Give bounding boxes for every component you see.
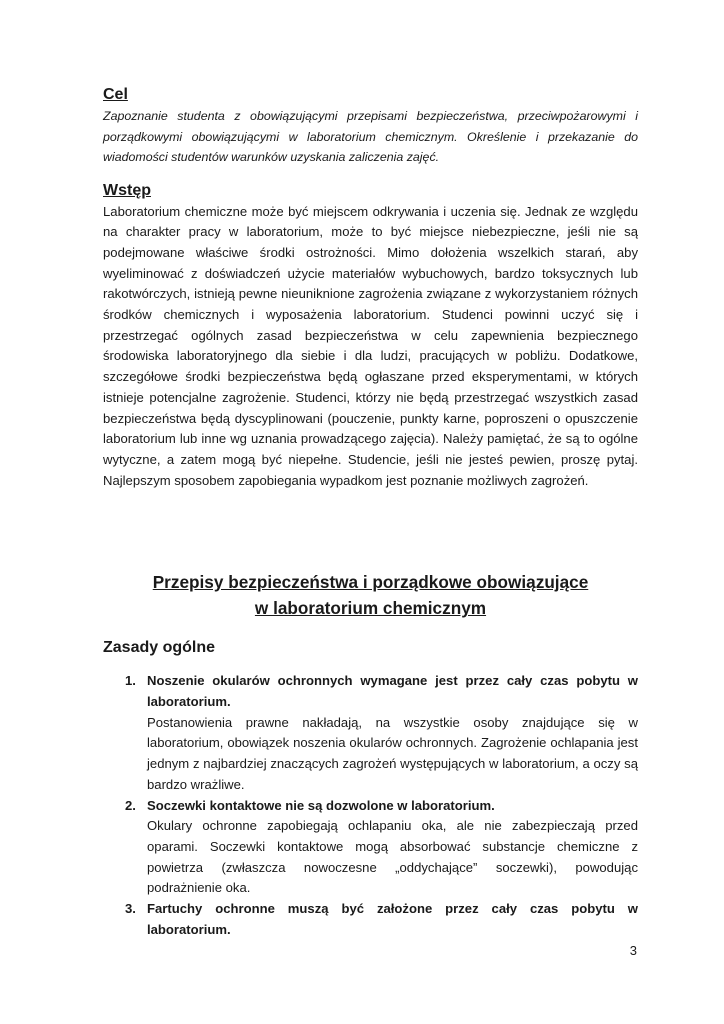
rule-title: Fartuchy ochronne muszą być założone przez cały czas pobytu w laboratorium. [147,901,638,937]
rule-item [103,671,638,795]
main-title-line1: Przepisy bezpieczeństwa i porządkowe obowiązujące [152,572,589,593]
rule-body: Okulary ochronne zapobiegają ochlapaniu oka, ale nie zabezpieczają przed oparami. Soczewki kontaktowe mogą absorbować substancje chemiczne z powietrza (zwłaszcza nowoczesne „oddychające” soczewki), powodując podrażnienie oka. [147,818,638,896]
rule-body: Postanowienia prawne nakładają, na wszystkie osoby znajdujące się w laboratorium, obowiązek noszenia okularów ochronnych. Zagrożenie ochlapania jest jednym z najbardziej znaczących zagrożeń występujących w laboratorium, a oczy są bardzo wrażliwe. [147,714,638,792]
rule-number: 2. [125,797,136,813]
wstep-heading: Wstęp [103,181,151,199]
zasady-heading: Zasady ogólne [103,639,216,657]
spacer [103,491,638,569]
main-title-line2: w laboratorium chemicznym [254,598,487,619]
rule-item [103,796,638,900]
cel-heading: Cel [103,86,128,103]
page-number: 3 [629,943,637,958]
rules-list [103,671,638,940]
cel-paragraph: Zapoznanie studenta z obowiązującymi przepisami bezpieczeństwa, przeciwpożarowymi i porządkowymi obowiązującymi w laboratorium chemicznym. Określenie i przekazanie do wiadomości studentów warunków uzyskania zaliczenia zajęć. [103,109,638,164]
page-content [103,84,638,940]
rule-item [103,899,638,940]
rule-number: 1. [125,673,136,689]
wstep-paragraph: Laboratorium chemiczne może być miejscem odkrywania i uczenia się. Jednak ze względu na charakter pracy w laboratorium, może to być miejsce niebezpieczne, jeśli nie są podejmowane właściwe środki ostrożności. Mimo dołożenia wszelkich starań, aby wyeliminować z doświadczeń użycie materiałów wybuchowych, bardzo toksycznych lub rakotwórczych, istnieją pewne nieuniknione zagrożenia związane z wykorzystaniem różnych środków chemicznych i wyposażenia laboratorium. Studenci powinni uczyć się i przestrzegać ogólnych zasad bezpieczeństwa w celu zapewnienia bezpiecznego środowiska laboratoryjnego dla siebie i dla ludzi, pracujących w pobliżu. Dodatkowe, szczegółowe środki bezpieczeństwa będą ogłaszane przed eksperymentami, w których istnieje potencjalne zagrożenie. Studenci, którzy nie będą przestrzegać wszystkich zasad bezpieczeństwa będą dyscyplinowani (pouczenie, punkty karne, poproszeni o opuszczenie laboratorium lub inne wg uznania prowadzącego zajęcia). Należy pamiętać, że są to ogólne wytyczne, a zatem mogą być niepełne. Studencie, jeśli nie jesteś pewien, proszę pytaj. Najlepszym sposobem zapobiegania wypadkom jest poznanie możliwych zagrożeń. [103,203,638,488]
rule-number: 3. [125,901,136,917]
rule-title: Noszenie okularów ochronnych wymagane jest przez cały czas pobytu w laboratorium. [147,673,638,710]
rule-title: Soczewki kontaktowe nie są dozwolone w laboratorium. [147,797,495,813]
